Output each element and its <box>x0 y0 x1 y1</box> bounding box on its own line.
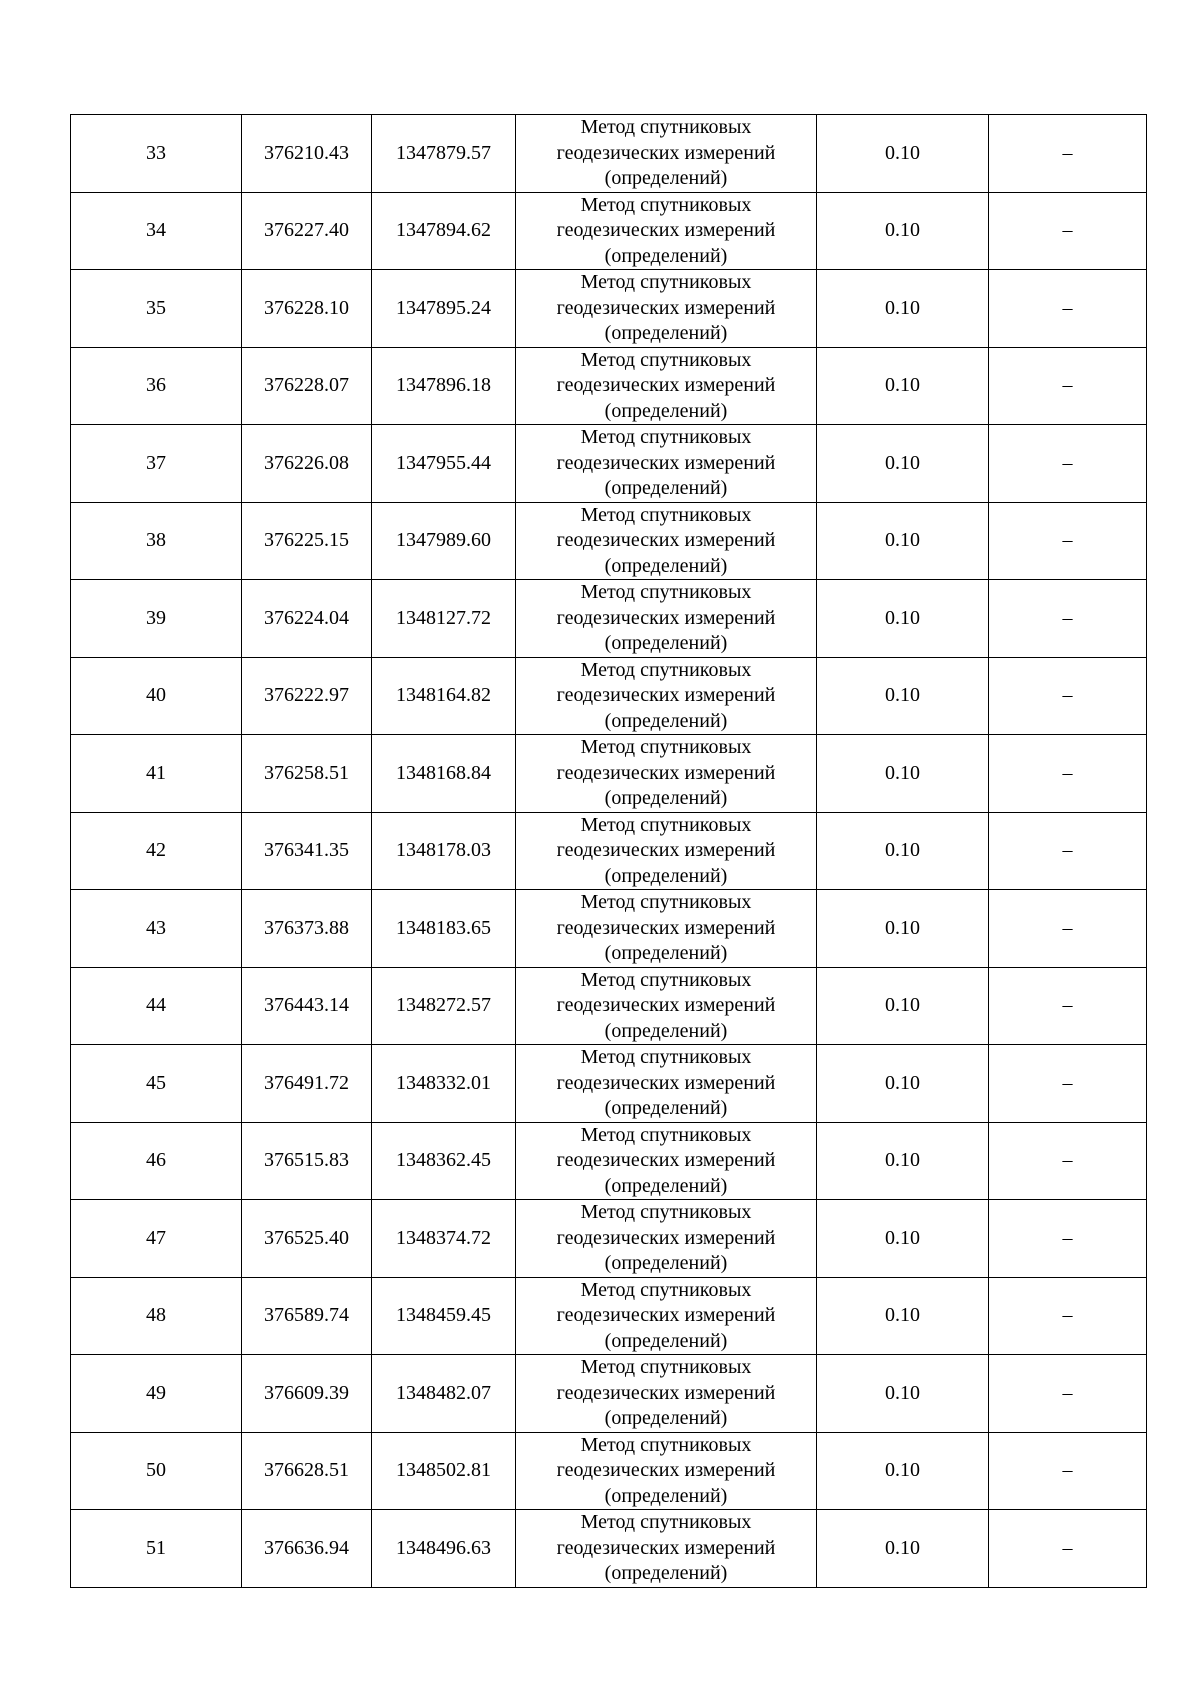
accuracy-cell: 0.10 <box>817 1045 989 1123</box>
x-coordinate-cell: 376525.40 <box>242 1200 372 1278</box>
method-cell: Метод спутниковых геодезических измерений (определений) <box>516 1200 817 1278</box>
note-cell: – <box>989 890 1147 968</box>
point-number-cell: 33 <box>71 115 242 193</box>
point-number-cell: 44 <box>71 967 242 1045</box>
y-coordinate-cell: 1348183.65 <box>372 890 516 968</box>
x-coordinate-cell: 376224.04 <box>242 580 372 658</box>
method-cell: Метод спутниковых геодезических измерений (определений) <box>516 347 817 425</box>
point-number-cell: 39 <box>71 580 242 658</box>
method-cell: Метод спутниковых геодезических измерений (определений) <box>516 812 817 890</box>
accuracy-cell: 0.10 <box>817 1355 989 1433</box>
y-coordinate-cell: 1348362.45 <box>372 1122 516 1200</box>
method-cell: Метод спутниковых геодезических измерений (определений) <box>516 502 817 580</box>
table-row <box>71 890 1147 968</box>
y-coordinate-cell: 1347955.44 <box>372 425 516 503</box>
accuracy-cell: 0.10 <box>817 1510 989 1588</box>
y-coordinate-cell: 1348168.84 <box>372 735 516 813</box>
y-coordinate-cell: 1348164.82 <box>372 657 516 735</box>
x-coordinate-cell: 376228.10 <box>242 270 372 348</box>
point-number-cell: 49 <box>71 1355 242 1433</box>
note-cell: – <box>989 1122 1147 1200</box>
x-coordinate-cell: 376515.83 <box>242 1122 372 1200</box>
table-row <box>71 115 1147 193</box>
note-cell: – <box>989 812 1147 890</box>
point-number-cell: 45 <box>71 1045 242 1123</box>
accuracy-cell: 0.10 <box>817 425 989 503</box>
method-cell: Метод спутниковых геодезических измерений (определений) <box>516 1045 817 1123</box>
method-cell: Метод спутниковых геодезических измерений (определений) <box>516 115 817 193</box>
method-cell: Метод спутниковых геодезических измерений (определений) <box>516 580 817 658</box>
accuracy-cell: 0.10 <box>817 192 989 270</box>
x-coordinate-cell: 376341.35 <box>242 812 372 890</box>
x-coordinate-cell: 376225.15 <box>242 502 372 580</box>
method-cell: Метод спутниковых геодезических измерений (определений) <box>516 1277 817 1355</box>
note-cell: – <box>989 967 1147 1045</box>
point-number-cell: 48 <box>71 1277 242 1355</box>
x-coordinate-cell: 376210.43 <box>242 115 372 193</box>
point-number-cell: 36 <box>71 347 242 425</box>
point-number-cell: 34 <box>71 192 242 270</box>
table-row <box>71 657 1147 735</box>
point-number-cell: 40 <box>71 657 242 735</box>
method-cell: Метод спутниковых геодезических измерений (определений) <box>516 270 817 348</box>
x-coordinate-cell: 376226.08 <box>242 425 372 503</box>
table-row <box>71 580 1147 658</box>
accuracy-cell: 0.10 <box>817 115 989 193</box>
note-cell: – <box>989 270 1147 348</box>
note-cell: – <box>989 425 1147 503</box>
note-cell: – <box>989 115 1147 193</box>
y-coordinate-cell: 1347895.24 <box>372 270 516 348</box>
y-coordinate-cell: 1348502.81 <box>372 1432 516 1510</box>
note-cell: – <box>989 1200 1147 1278</box>
note-cell: – <box>989 1277 1147 1355</box>
method-cell: Метод спутниковых геодезических измерений (определений) <box>516 1432 817 1510</box>
table-row <box>71 1355 1147 1433</box>
accuracy-cell: 0.10 <box>817 1277 989 1355</box>
method-cell: Метод спутниковых геодезических измерений (определений) <box>516 967 817 1045</box>
table-row <box>71 812 1147 890</box>
accuracy-cell: 0.10 <box>817 270 989 348</box>
y-coordinate-cell: 1348127.72 <box>372 580 516 658</box>
table-row <box>71 1122 1147 1200</box>
table-row <box>71 1045 1147 1123</box>
method-cell: Метод спутниковых геодезических измерений (определений) <box>516 1355 817 1433</box>
note-cell: – <box>989 657 1147 735</box>
accuracy-cell: 0.10 <box>817 657 989 735</box>
x-coordinate-cell: 376609.39 <box>242 1355 372 1433</box>
method-cell: Метод спутниковых геодезических измерений (определений) <box>516 425 817 503</box>
y-coordinate-cell: 1347894.62 <box>372 192 516 270</box>
table-row <box>71 425 1147 503</box>
point-number-cell: 35 <box>71 270 242 348</box>
accuracy-cell: 0.10 <box>817 735 989 813</box>
table-row <box>71 1510 1147 1588</box>
point-number-cell: 47 <box>71 1200 242 1278</box>
accuracy-cell: 0.10 <box>817 1200 989 1278</box>
method-cell: Метод спутниковых геодезических измерений (определений) <box>516 657 817 735</box>
x-coordinate-cell: 376373.88 <box>242 890 372 968</box>
point-number-cell: 42 <box>71 812 242 890</box>
table-row <box>71 1277 1147 1355</box>
point-number-cell: 46 <box>71 1122 242 1200</box>
note-cell: – <box>989 1510 1147 1588</box>
method-cell: Метод спутниковых геодезических измерений (определений) <box>516 890 817 968</box>
method-cell: Метод спутниковых геодезических измерений (определений) <box>516 1510 817 1588</box>
note-cell: – <box>989 192 1147 270</box>
x-coordinate-cell: 376443.14 <box>242 967 372 1045</box>
y-coordinate-cell: 1348459.45 <box>372 1277 516 1355</box>
point-number-cell: 41 <box>71 735 242 813</box>
table-row <box>71 347 1147 425</box>
note-cell: – <box>989 735 1147 813</box>
accuracy-cell: 0.10 <box>817 1432 989 1510</box>
table-row <box>71 967 1147 1045</box>
x-coordinate-cell: 376491.72 <box>242 1045 372 1123</box>
x-coordinate-cell: 376628.51 <box>242 1432 372 1510</box>
y-coordinate-cell: 1348178.03 <box>372 812 516 890</box>
x-coordinate-cell: 376222.97 <box>242 657 372 735</box>
y-coordinate-cell: 1348374.72 <box>372 1200 516 1278</box>
accuracy-cell: 0.10 <box>817 347 989 425</box>
y-coordinate-cell: 1347879.57 <box>372 115 516 193</box>
note-cell: – <box>989 502 1147 580</box>
note-cell: – <box>989 347 1147 425</box>
x-coordinate-cell: 376258.51 <box>242 735 372 813</box>
table-row <box>71 735 1147 813</box>
point-number-cell: 51 <box>71 1510 242 1588</box>
x-coordinate-cell: 376589.74 <box>242 1277 372 1355</box>
accuracy-cell: 0.10 <box>817 1122 989 1200</box>
table-row <box>71 1432 1147 1510</box>
method-cell: Метод спутниковых геодезических измерений (определений) <box>516 1122 817 1200</box>
table-row <box>71 502 1147 580</box>
point-number-cell: 38 <box>71 502 242 580</box>
y-coordinate-cell: 1348496.63 <box>372 1510 516 1588</box>
x-coordinate-cell: 376227.40 <box>242 192 372 270</box>
table-row <box>71 270 1147 348</box>
accuracy-cell: 0.10 <box>817 967 989 1045</box>
coordinates-table-body <box>71 115 1147 1588</box>
accuracy-cell: 0.10 <box>817 502 989 580</box>
y-coordinate-cell: 1348482.07 <box>372 1355 516 1433</box>
coordinates-table <box>70 114 1147 1588</box>
note-cell: – <box>989 580 1147 658</box>
accuracy-cell: 0.10 <box>817 580 989 658</box>
note-cell: – <box>989 1355 1147 1433</box>
table-row <box>71 1200 1147 1278</box>
point-number-cell: 50 <box>71 1432 242 1510</box>
y-coordinate-cell: 1348272.57 <box>372 967 516 1045</box>
y-coordinate-cell: 1347896.18 <box>372 347 516 425</box>
method-cell: Метод спутниковых геодезических измерений (определений) <box>516 192 817 270</box>
accuracy-cell: 0.10 <box>817 812 989 890</box>
point-number-cell: 37 <box>71 425 242 503</box>
accuracy-cell: 0.10 <box>817 890 989 968</box>
note-cell: – <box>989 1432 1147 1510</box>
method-cell: Метод спутниковых геодезических измерений (определений) <box>516 735 817 813</box>
point-number-cell: 43 <box>71 890 242 968</box>
note-cell: – <box>989 1045 1147 1123</box>
x-coordinate-cell: 376636.94 <box>242 1510 372 1588</box>
y-coordinate-cell: 1347989.60 <box>372 502 516 580</box>
x-coordinate-cell: 376228.07 <box>242 347 372 425</box>
table-row <box>71 192 1147 270</box>
y-coordinate-cell: 1348332.01 <box>372 1045 516 1123</box>
